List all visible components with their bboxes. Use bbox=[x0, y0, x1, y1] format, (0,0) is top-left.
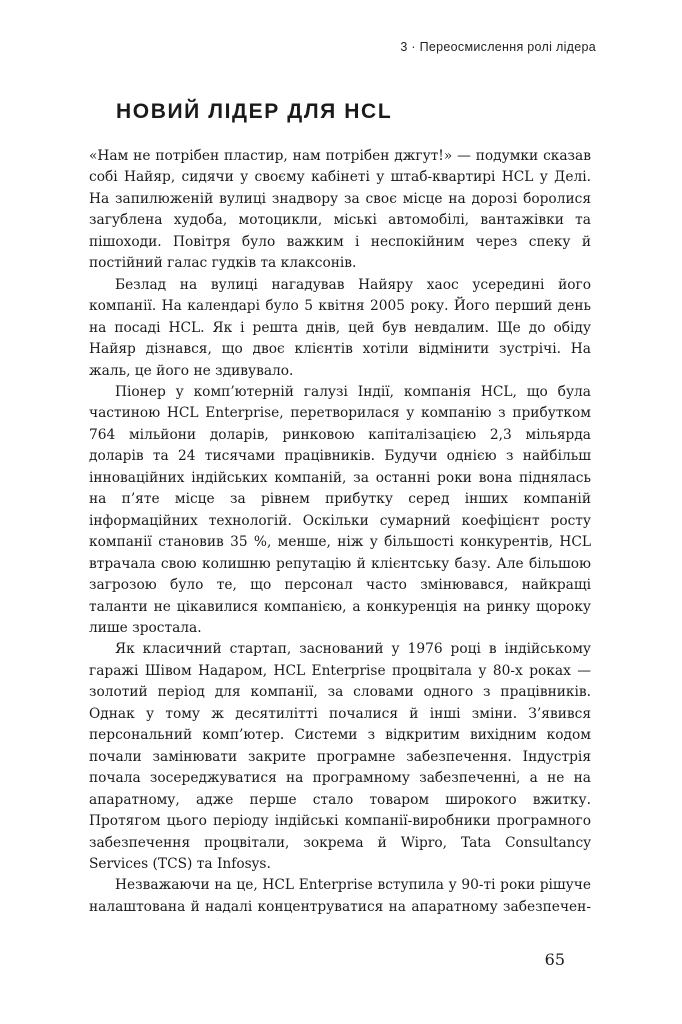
body-text bbox=[89, 146, 591, 918]
paragraph-2: Безлад на вулиці нагадував Найяру хаос усередині його компанії. На календарі було 5 квітня 2005 року. Його перший день на посаді HCL. Як і решта днів, цей був невдалим. Ще до обіду Найяр дізнався, що двоє клієнтів хотіли відмінити зустрічі. На жаль, це його не здивувало. bbox=[89, 276, 591, 379]
section-title: НОВИЙ ЛІДЕР ДЛЯ HCL bbox=[116, 100, 393, 123]
paragraph-4: Як класичний стартап, заснований у 1976 році в індійському гаражі Шівом Надаром, HCL Enterprise процвітала у 80-х роках — золотий період для компанії, за словами одного з працівників. Однак у тому ж десятилітті почалися й інші зміни. З’явився персональний комп’ютер. Системи з відкритим вихідним кодом почали замінювати закрите програмне забезпечення. Індустрія почала зосереджуватися на програмному забезпеченні, а не на апаратному, адже перше стало товаром широкого вжитку. Протягом цього періоду індійські компанії-виробники програмного забезпечення процвітали, зокрема й Wipro, Tata Consultancy Services (TCS) та Infosys. bbox=[89, 641, 591, 872]
page-number: 65 bbox=[544, 950, 565, 969]
paragraph-1: «Нам не потрібен пластир, нам потрібен джгут!» — подумки сказав собі Найяр, сидячи у своєму кабінеті у штаб-квартирі HCL у Делі. На запилюженій вулиці знадвору за своє місце на дорозі боролися загублена худоба, мотоцикли, міські автомобілі, вантажівки та пішоходи. Повітря було важким і неспокійним через спеку й постійний галас гудків та клаксонів. bbox=[89, 148, 591, 272]
paragraph-3: Піонер у комп’ютерній галузі Індії, компанія HCL, що була частиною HCL Enterprise, перетворилася у компанію з прибутком 764 мільйони доларів, ринковою капіталізацією 2,3 мільярда доларів та 24 тисячами працівників. Будучи однією з найбільш інноваційних індійських компаній, за останні роки вона піднялась на п’яте місце за рівнем прибутку серед інших компаній інформаційних технологій. Оскільки сумарний коефіцієнт росту компанії становив 35 %, менше, ніж у більшості конкурентів, HCL втрачала свою колишню репутацію й клієнтську базу. Але більшою загрозою було те, що персонал часто змінювався, найкращі таланти не цікавилися компанією, а конкуренція на ринку щороку лише зростала. bbox=[89, 383, 591, 636]
running-header: 3 · Переосмислення ролі лідера bbox=[400, 40, 596, 54]
paragraph-5: Незважаючи на це, HCL Enterprise вступила у 90-ті роки рішуче налаштована й надалі концентруватися на апаратному забезпечен- bbox=[89, 877, 591, 915]
